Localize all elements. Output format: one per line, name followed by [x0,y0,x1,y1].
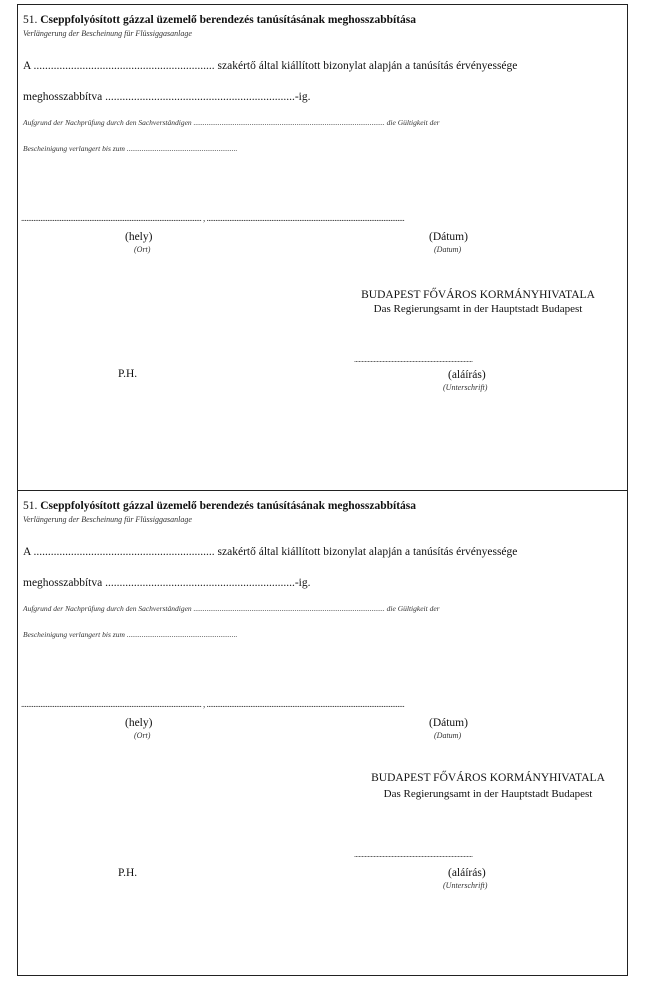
authority-name-de: Das Regierungsamt in der Hauptstadt Budapest [373,303,583,315]
signature-label: (aláírás) [448,369,486,381]
section-number: 51. [23,14,38,26]
place-date-line: ....................................................................................................... , ................................................................................................................. [21,213,405,223]
date-label: (Dátum) [429,231,468,243]
signature-line: ............................................................................... [354,850,473,859]
place-label-de: (Ort) [134,245,151,254]
stamp-label: P.H. [118,867,138,879]
place-label: (hely) [125,717,153,729]
authority-name-de: Das Regierungsamt in der Hauptstadt Budapest [383,788,593,800]
stamp-label: P.H. [118,368,138,380]
expert-line-de: Aufgrund der Nachprüfung durch den Sachverständigen ...................................................................................................... die Gültigkeit der [23,604,440,613]
section-title [23,14,416,26]
certificate-extension-card-2 [17,490,628,976]
extended-until-line: meghosszabbítva ..................................................................-ig. [23,91,311,103]
date-label-de: (Datum) [434,731,462,740]
date-label: (Dátum) [429,717,468,729]
section-number: 51. [23,500,38,512]
signature-label-de: (Unterschrift) [443,881,488,890]
section-title-text: Cseppfolyósított gázzal üzemelő berendezés tanúsításának meghosszabbítása [40,14,417,26]
extended-until-line-de: Bescheinigung verlangert bis zum ........................................................... [23,144,238,153]
section-title-text: Cseppfolyósított gázzal üzemelő berendezés tanúsításának meghosszabbítása [40,500,417,512]
extended-until-line: meghosszabbítva ..................................................................-ig. [23,577,311,589]
signature-label: (aláírás) [448,867,486,879]
signature-line: ............................................................................... [354,355,473,364]
signature-label-de: (Unterschrift) [443,383,488,392]
place-date-line: ....................................................................................................... , ................................................................................................................. [21,699,405,709]
expert-line: A ............................................................... szakértő által kiállított bizonylat alapján a tanúsítás érvényessége [23,60,518,72]
place-label: (hely) [125,231,153,243]
date-label-de: (Datum) [434,245,462,254]
section-subtitle-de: Verlängerung der Bescheinung für Flüssiggasanlage [23,29,192,38]
expert-line-de: Aufgrund der Nachprüfung durch den Sachverständigen ...................................................................................................... die Gültigkeit der [23,118,440,127]
certificate-extension-card-1 [17,4,628,491]
place-label-de: (Ort) [134,731,151,740]
section-title [23,500,416,512]
expert-line: A ............................................................... szakértő által kiállított bizonylat alapján a tanúsítás érvényessége [23,546,518,558]
section-subtitle-de: Verlängerung der Bescheinung für Flüssiggasanlage [23,515,192,524]
extended-until-line-de: Bescheinigung verlangert bis zum ........................................................... [23,630,238,639]
authority-name: BUDAPEST FŐVÁROS KORMÁNYHIVATALA [361,289,595,301]
authority-name: BUDAPEST FŐVÁROS KORMÁNYHIVATALA [371,772,605,784]
